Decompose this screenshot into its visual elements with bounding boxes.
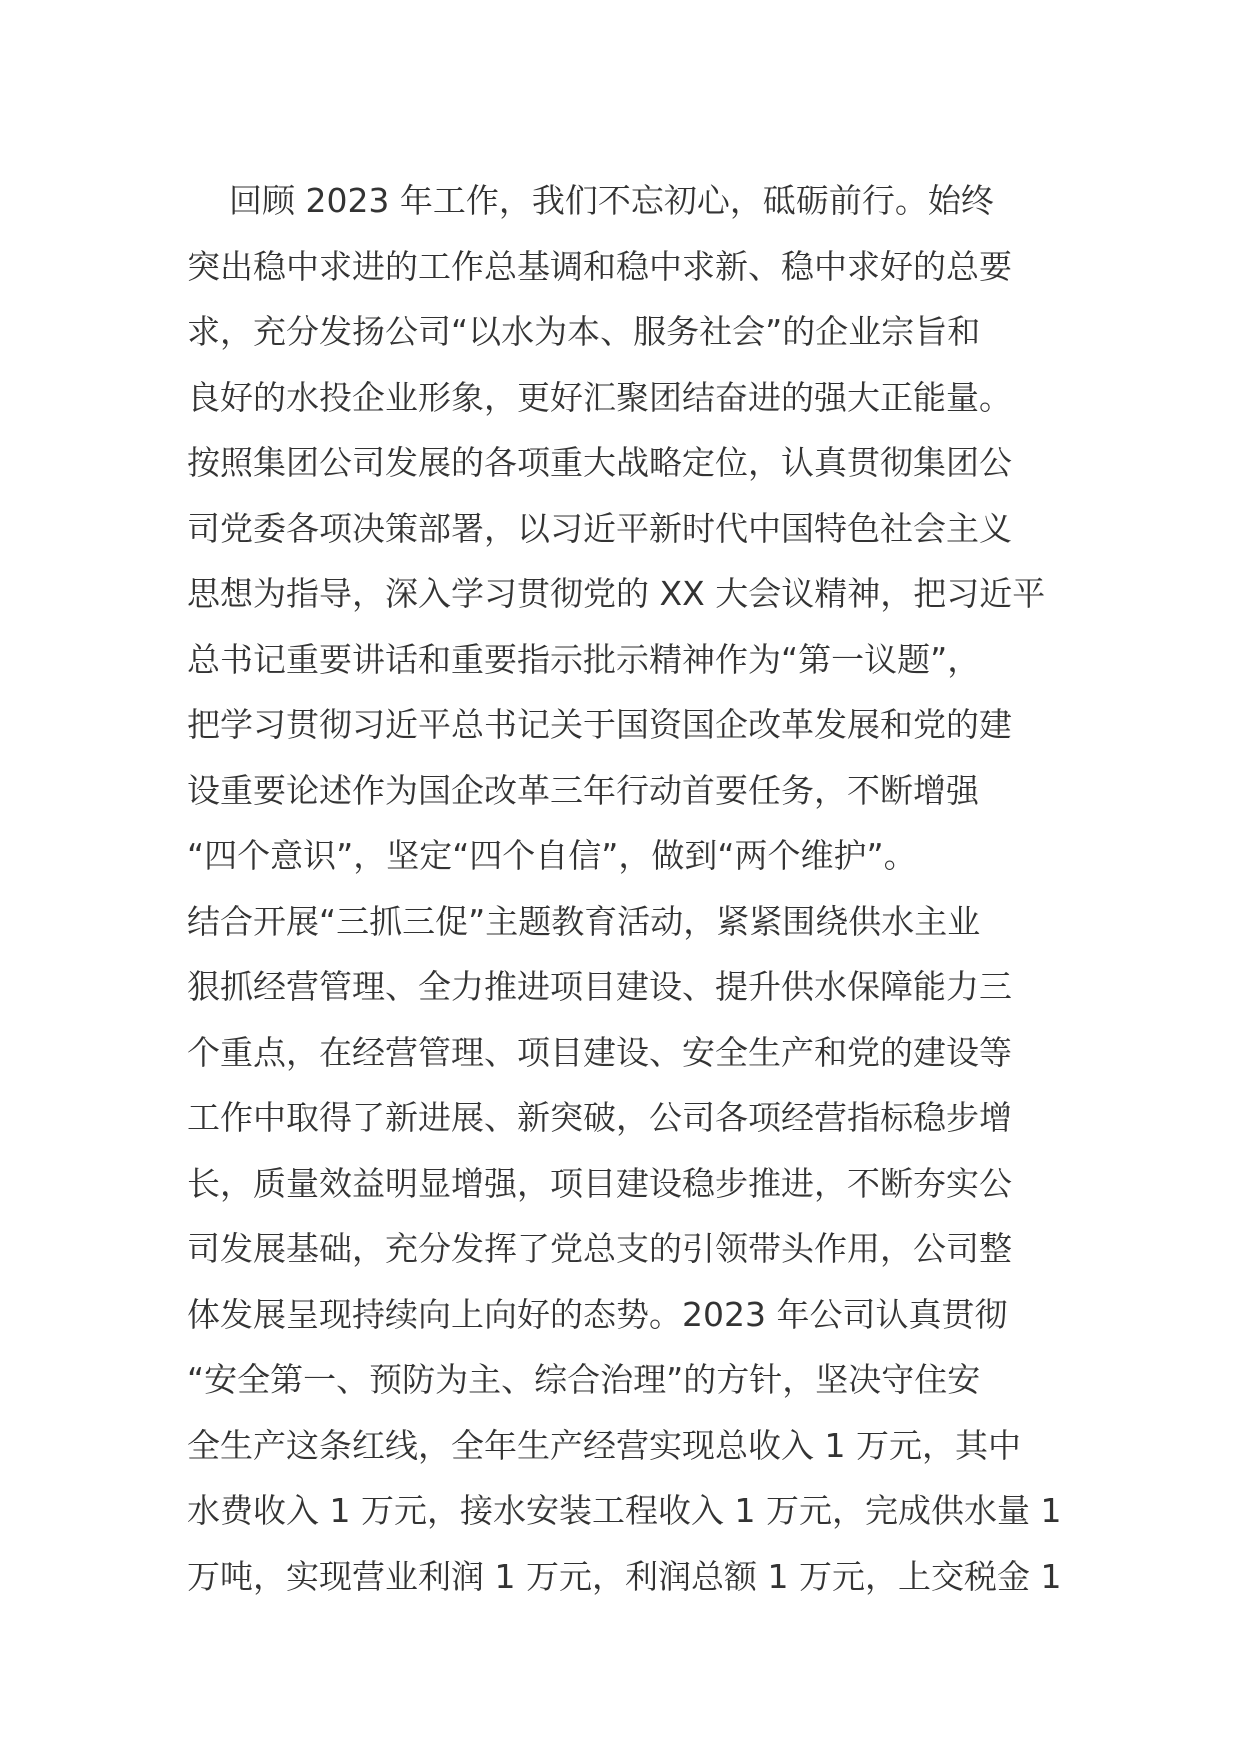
body-paragraph [187, 168, 1067, 1609]
text-line: 水费收入 1 万元，接水安装工程收入 1 万元，完成供水量 1 [187, 1491, 1062, 1530]
text-line: 司发展基础，充分发挥了党总支的引领带头作用，公司整 [187, 1229, 1012, 1268]
text-line: 总书记重要讲话和重要指示批示精神作为“第一议题”， [187, 639, 981, 679]
text-line: “安全第一、预防为主、综合治理”的方针，坚决守住安 [187, 1360, 981, 1399]
text-line: 狠抓经营管理、全力推进项目建设、提升供水保障能力三 [187, 967, 1012, 1006]
text-line: 个重点，在经营管理、项目建设、安全生产和党的建设等 [187, 1032, 1012, 1072]
text-line: 突出稳中求进的工作总基调和稳中求新、稳中求好的总要 [187, 246, 1012, 286]
text-line: 思想为指导，深入学习贯彻党的 XX 大会议精神，把习近平 [187, 574, 1046, 613]
text-line: 结合开展“三抓三促”主题教育活动，紧紧围绕供水主业 [187, 901, 981, 941]
text-line: 设重要论述作为国企改革三年行动首要任务，不断增强 [187, 770, 979, 810]
text-line: 全生产这条红线，全年生产经营实现总收入 1 万元，其中 [187, 1425, 1021, 1465]
text-line: 长，质量效益明显增强，项目建设稳步推进，不断夯实公 [187, 1163, 1012, 1203]
text-line: 良好的水投企业形象，更好汇聚团结奋进的强大正能量。 [187, 377, 1012, 417]
text-line: “四个意识”，坚定“四个自信”，做到“两个维护”。 [187, 836, 917, 875]
text-line: 按照集团公司发展的各项重大战略定位，认真贯彻集团公 [187, 443, 1012, 482]
text-line: 体发展呈现持续向上向好的态势。2023 年公司认真贯彻 [187, 1294, 1008, 1334]
text-line: 万吨，实现营业利润 1 万元，利润总额 1 万元，上交税金 1 [187, 1556, 1062, 1596]
text-line: 工作中取得了新进展、新突破，公司各项经营指标稳步增 [187, 1098, 1012, 1137]
text-line: 司党委各项决策部署，以习近平新时代中国特色社会主义 [187, 508, 1012, 548]
text-line: 把学习贯彻习近平总书记关于国资国企改革发展和党的建 [187, 705, 1012, 744]
text-line: 求，充分发扬公司“以水为本、服务社会”的企业宗旨和 [187, 312, 981, 351]
text-line: 回顾 2023 年工作，我们不忘初心，砥砺前行。始终 [187, 181, 994, 220]
